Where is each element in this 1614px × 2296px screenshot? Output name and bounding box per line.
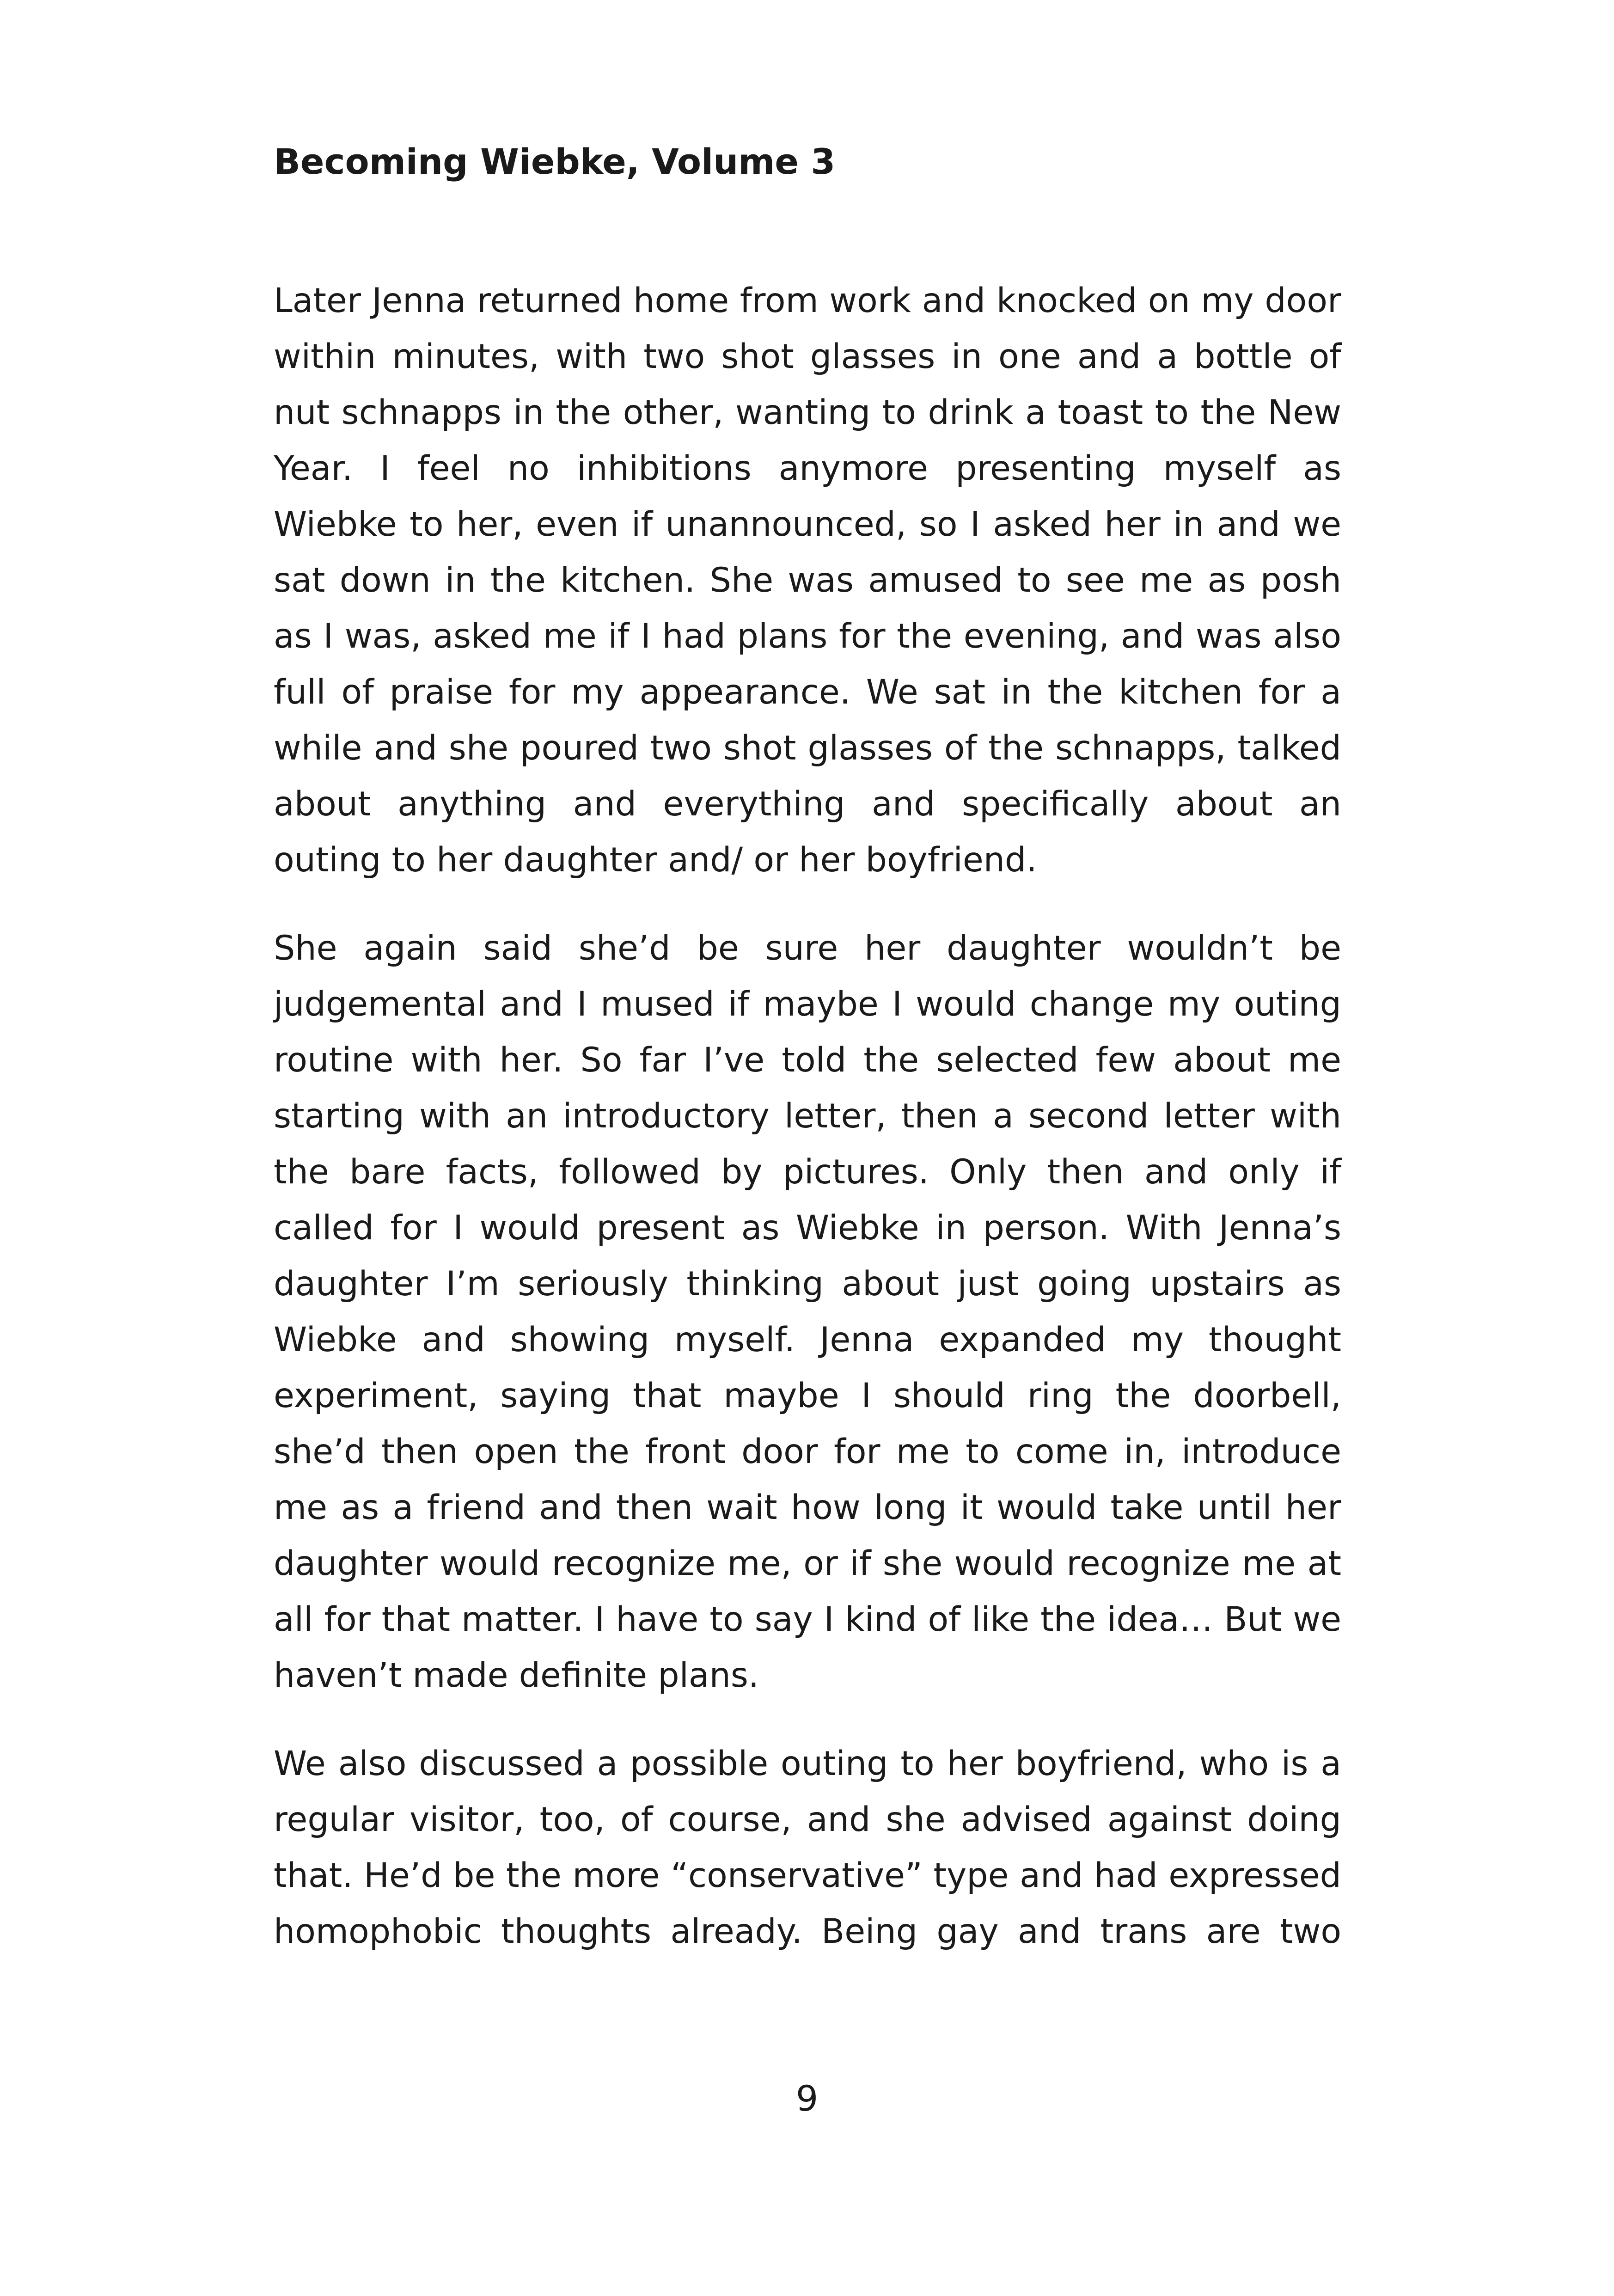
- running-header: Becoming Wiebke, Volume 3: [274, 141, 836, 182]
- paragraph-1: Later Jenna returned home from work and knocked on my door within minutes, with two shot glasses in one and a bottle of nut schnapps in the other, wanting to drink a toast to the New Year. I feel no inhibitions anymore presenting myself as Wiebke to her, even if unannounced, so I asked her in and we sat down in the kitchen. She was amused to see me as posh as I was, asked me if I had plans for the evening, and was also full of praise for my appearance. We sat in the kitchen for a while and she poured two shot glasses of the schnapps, talked about anything and everything and specifically about an outing to her daughter and/ or her boyfriend.: [274, 281, 1341, 880]
- body-text: [274, 273, 1341, 1992]
- paragraph-3: We also discussed a possible outing to her boyfriend, who is a regular visitor, too, of course, and she advised against doing that. He’d be the more “conservative” type and had expressed homophobic thoughts already. Being gay and trans are two: [274, 1744, 1341, 1951]
- page-number: 9: [795, 2078, 819, 2119]
- paragraph-2: She again said she’d be sure her daughter wouldn’t be judgemental and I mused if maybe I would change my outing routine with her. So far I’ve told the selected few about me starting with an introductory letter, then a second letter with the bare facts, followed by pictures. Only then and only if called for I would present as Wiebke in person. With Jenna’s daughter I’m seriously thinking about just going upstairs as Wiebke and showing myself. Jenna expanded my thought experiment, saying that maybe I should ring the doorbell, she’d then open the front door for me to come in, introduce me as a friend and then wait how long it would take until her daughter would recognize me, or if she would recognize me at all for that matter. I have to say I kind of like the idea… But we haven’t made definite plans.: [274, 929, 1341, 1695]
